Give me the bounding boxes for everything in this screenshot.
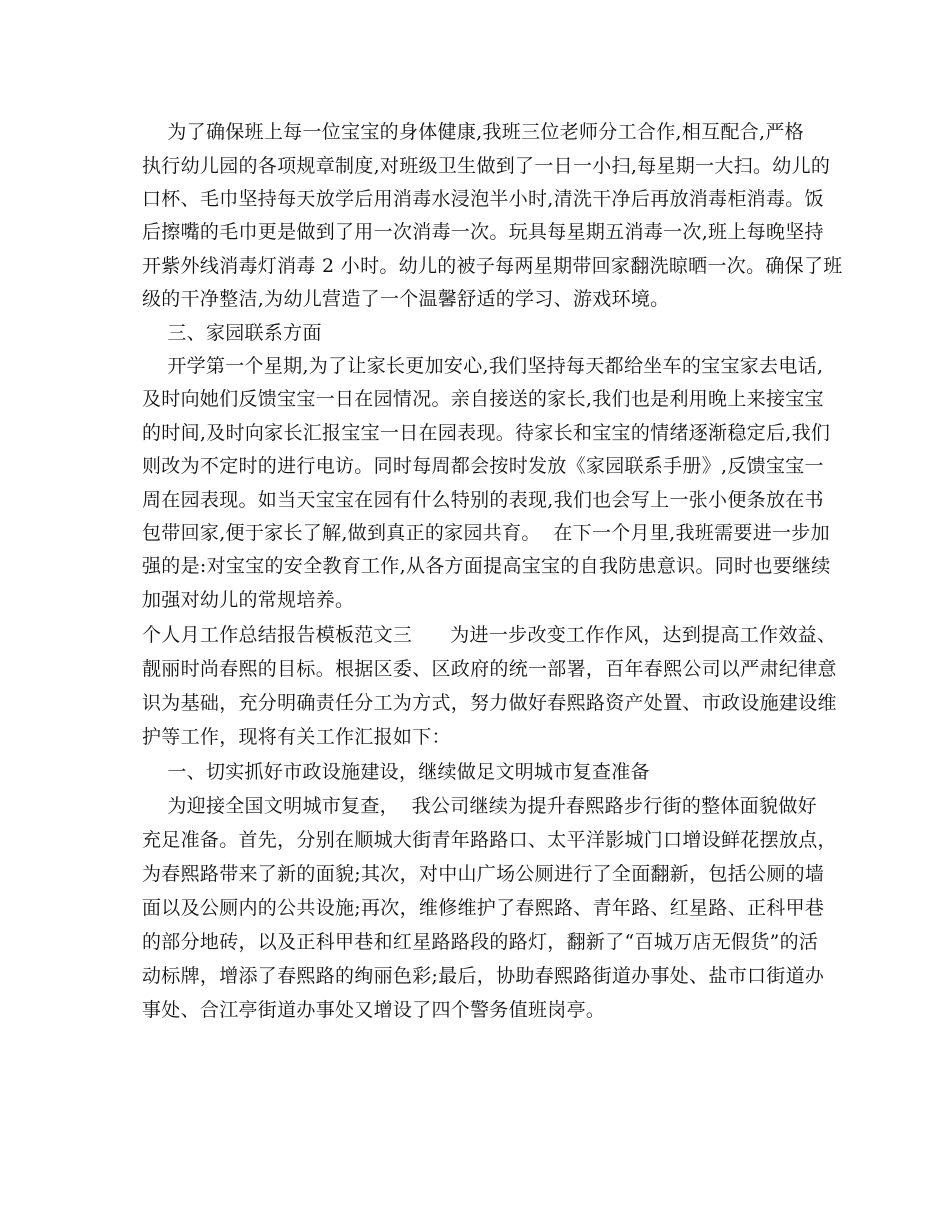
paragraph-line: 周在园表现。如当天宝宝在园有什么特别的表现,我们也会写上一张小便条放在书 [142,489,824,511]
paragraph-line: 事处、合江亭街道办事处又增设了四个警务值班岗亭。 [142,999,606,1021]
paragraph-line: 为迎接全国文明城市复查， 我公司继续为提升春熙路步行街的整体面貌做好 [142,795,817,817]
section-heading: 三、家园联系方面 [142,322,322,344]
paragraph-line: 靓丽时尚春熙的目标。根据区委、区政府的统一部署，百年春熙公司以严肃纪律意 [142,658,837,680]
section-heading: 一、切实抓好市政设施建设，继续做足文明城市复查准备 [142,761,650,783]
paragraph-line: 加强对幼儿的常规培养。 [142,589,355,611]
paragraph-line: 动标牌，增添了春熙路的绚丽色彩;最后，协助春熙路街道办事处、盐市口街道办 [142,965,825,987]
document-title-line: 个人月工作总结报告模板范文三 为进一步改变工作作风，达到提高工作效益、 [142,624,837,646]
paragraph-line: 口杯、毛巾坚持每天放学后用消毒水浸泡半小时,清洗干净后再放消毒柜消毒。饭 [142,188,824,210]
paragraph-line: 执行幼儿园的各项规章制度,对班级卫生做到了一日一小扫,每星期一大扫。幼儿的 [142,155,831,177]
paragraph-line: 护等工作，现将有关工作汇报如下： [142,726,451,748]
paragraph-line: 面以及公厕内的公共设施;再次，维修维护了春熙路、青年路、红星路、正科甲巷 [142,897,825,919]
paragraph-line: 则改为不定时的进行电访。同时每周都会按时发放《家园联系手册》,反馈宝宝一 [142,455,824,477]
paragraph-line: 包带回家,便于家长了解,做到真正的家园共育。 在下一个月里,我班需要进一步加 [142,522,830,544]
paragraph-line: 开学第一个星期,为了让家长更加安心,我们坚持每天都给坐车的宝宝家去电话, [142,355,824,377]
paragraph-line: 后擦嘴的毛巾更是做到了用一次消毒一次。玩具每星期五消毒一次,班上每晚坚持 [142,221,824,243]
paragraph-line: 识为基础，充分明确责任分工为方式，努力做好春熙路资产处置、市政设施建设维 [142,692,837,714]
paragraph-line: 为春熙路带来了新的面貌;其次，对中山广场公厕进行了全面翻新，包括公厕的墙 [142,863,825,885]
paragraph-line: 充足准备。首先，分别在顺城大街青年路路口、太平洋影城门口增设鲜花摆放点， [142,829,837,851]
paragraph-line: 的部分地砖，以及正科甲巷和红星路路段的路灯，翻新了“百城万店无假货”的活 [142,931,819,953]
paragraph-line: 级的干净整洁,为幼儿营造了一个温馨舒适的学习、游戏环境。 [142,288,670,310]
paragraph-line: 的时间,及时向家长汇报宝宝一日在园表现。待家长和宝宝的情绪逐渐稳定后,我们 [142,422,831,444]
paragraph-line: 强的是:对宝宝的安全教育工作,从各方面提高宝宝的自我防患意识。同时也要继续 [142,555,831,577]
paragraph-line: 及时向她们反馈宝宝一日在园情况。亲自接送的家长,我们也是利用晚上来接宝宝 [142,388,824,410]
paragraph-line: 开紫外线消毒灯消毒 2 小时。幼儿的被子每两星期带回家翻洗晾晒一次。确保了班 [142,255,843,277]
paragraph-line: 为了确保班上每一位宝宝的身体健康,我班三位老师分工合作,相互配合,严格 [142,121,804,143]
